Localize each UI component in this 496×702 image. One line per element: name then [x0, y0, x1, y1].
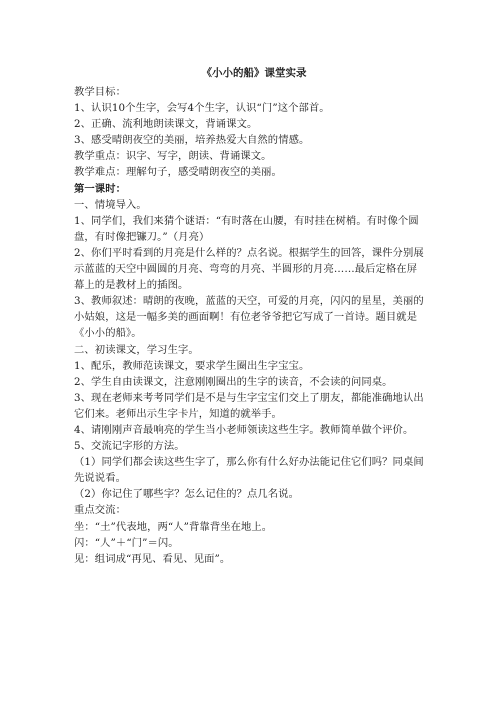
paragraph: 二、初读课文，学习生字。	[74, 343, 199, 356]
paragraph: 闪：“人”＋“门”＝闪。	[74, 536, 179, 549]
document-body	[74, 84, 424, 567]
paragraph: （1）同学们都会读这些生字了，那么你有什么好办法能记住它们吗？同桌间先说说看。	[74, 456, 424, 485]
paragraph: 坐：“土”代表地，两“人”背靠背坐在地上。	[74, 520, 273, 533]
document-title: 《小小的船》课堂实录	[201, 67, 307, 79]
paragraph: 5、交流记字形的方法。	[74, 440, 185, 453]
paragraph: 2、学生自由读课文，注意刚刚圈出的生字的读音，不会读的问同桌。	[74, 375, 393, 388]
paragraph: 一、情境导入。	[74, 198, 147, 211]
paragraph: 教学难点：理解句子，感受晴朗夜空的美丽。	[74, 166, 282, 179]
paragraph: 4、请刚刚声音最响亮的学生当小老师领读这些生字。教师简单做个评价。	[74, 423, 414, 436]
paragraph: 2、你们平时看到的月亮是什么样的？点名说。根据学生的回答，课件分别展示蓝蓝的天空中圆圆的月亮、弯弯的月亮、半圆形的月亮……最后定格在屏幕上的是教材上的插图。	[74, 246, 424, 292]
paragraph: 3、感受晴朗夜空的美丽，培养热爱大自然的情感。	[74, 134, 310, 147]
paragraph: 教学重点：识字、写字，朗读、背诵课文。	[74, 150, 272, 163]
paragraph: 1、同学们，我们来猜个谜语：“有时落在山腰，有时挂在树梢。有时像个圆盘，有时像把镰刀。”（月亮）	[74, 214, 419, 243]
paragraph: 2、正确、流利地朗读课文，背诵课文。	[74, 118, 258, 131]
paragraph: 3、教师叙述：晴朗的夜晚，蓝蓝的天空，可爱的月亮，闪闪的星星，美丽的小姑娘，这是一幅多美的画面啊！有位老爷爷把它写成了一首诗。题目就是《小小的船》。	[74, 295, 424, 340]
paragraph: 见：组词成“再见、看见、见面”。	[74, 552, 231, 565]
document-page	[74, 66, 424, 567]
paragraph: 教学目标：	[74, 86, 126, 98]
paragraph: 1、配乐，教师范读课文，要求学生圈出生字宝宝。	[74, 359, 310, 372]
section-heading: 第一课时：	[74, 182, 126, 195]
paragraph: （2）你记住了哪些字？怎么记住的？点几名说。	[74, 488, 299, 501]
paragraph: 3、现在老师来考考同学们是不是与生字宝宝们交上了朋友，都能准确地认出它们来。老师出示生字卡片，知道的就举手。	[74, 391, 424, 420]
paragraph: 重点交流：	[74, 504, 126, 517]
paragraph: 1、认识10个生字，会写4个生字，认识“门”这个部首。	[74, 102, 330, 115]
